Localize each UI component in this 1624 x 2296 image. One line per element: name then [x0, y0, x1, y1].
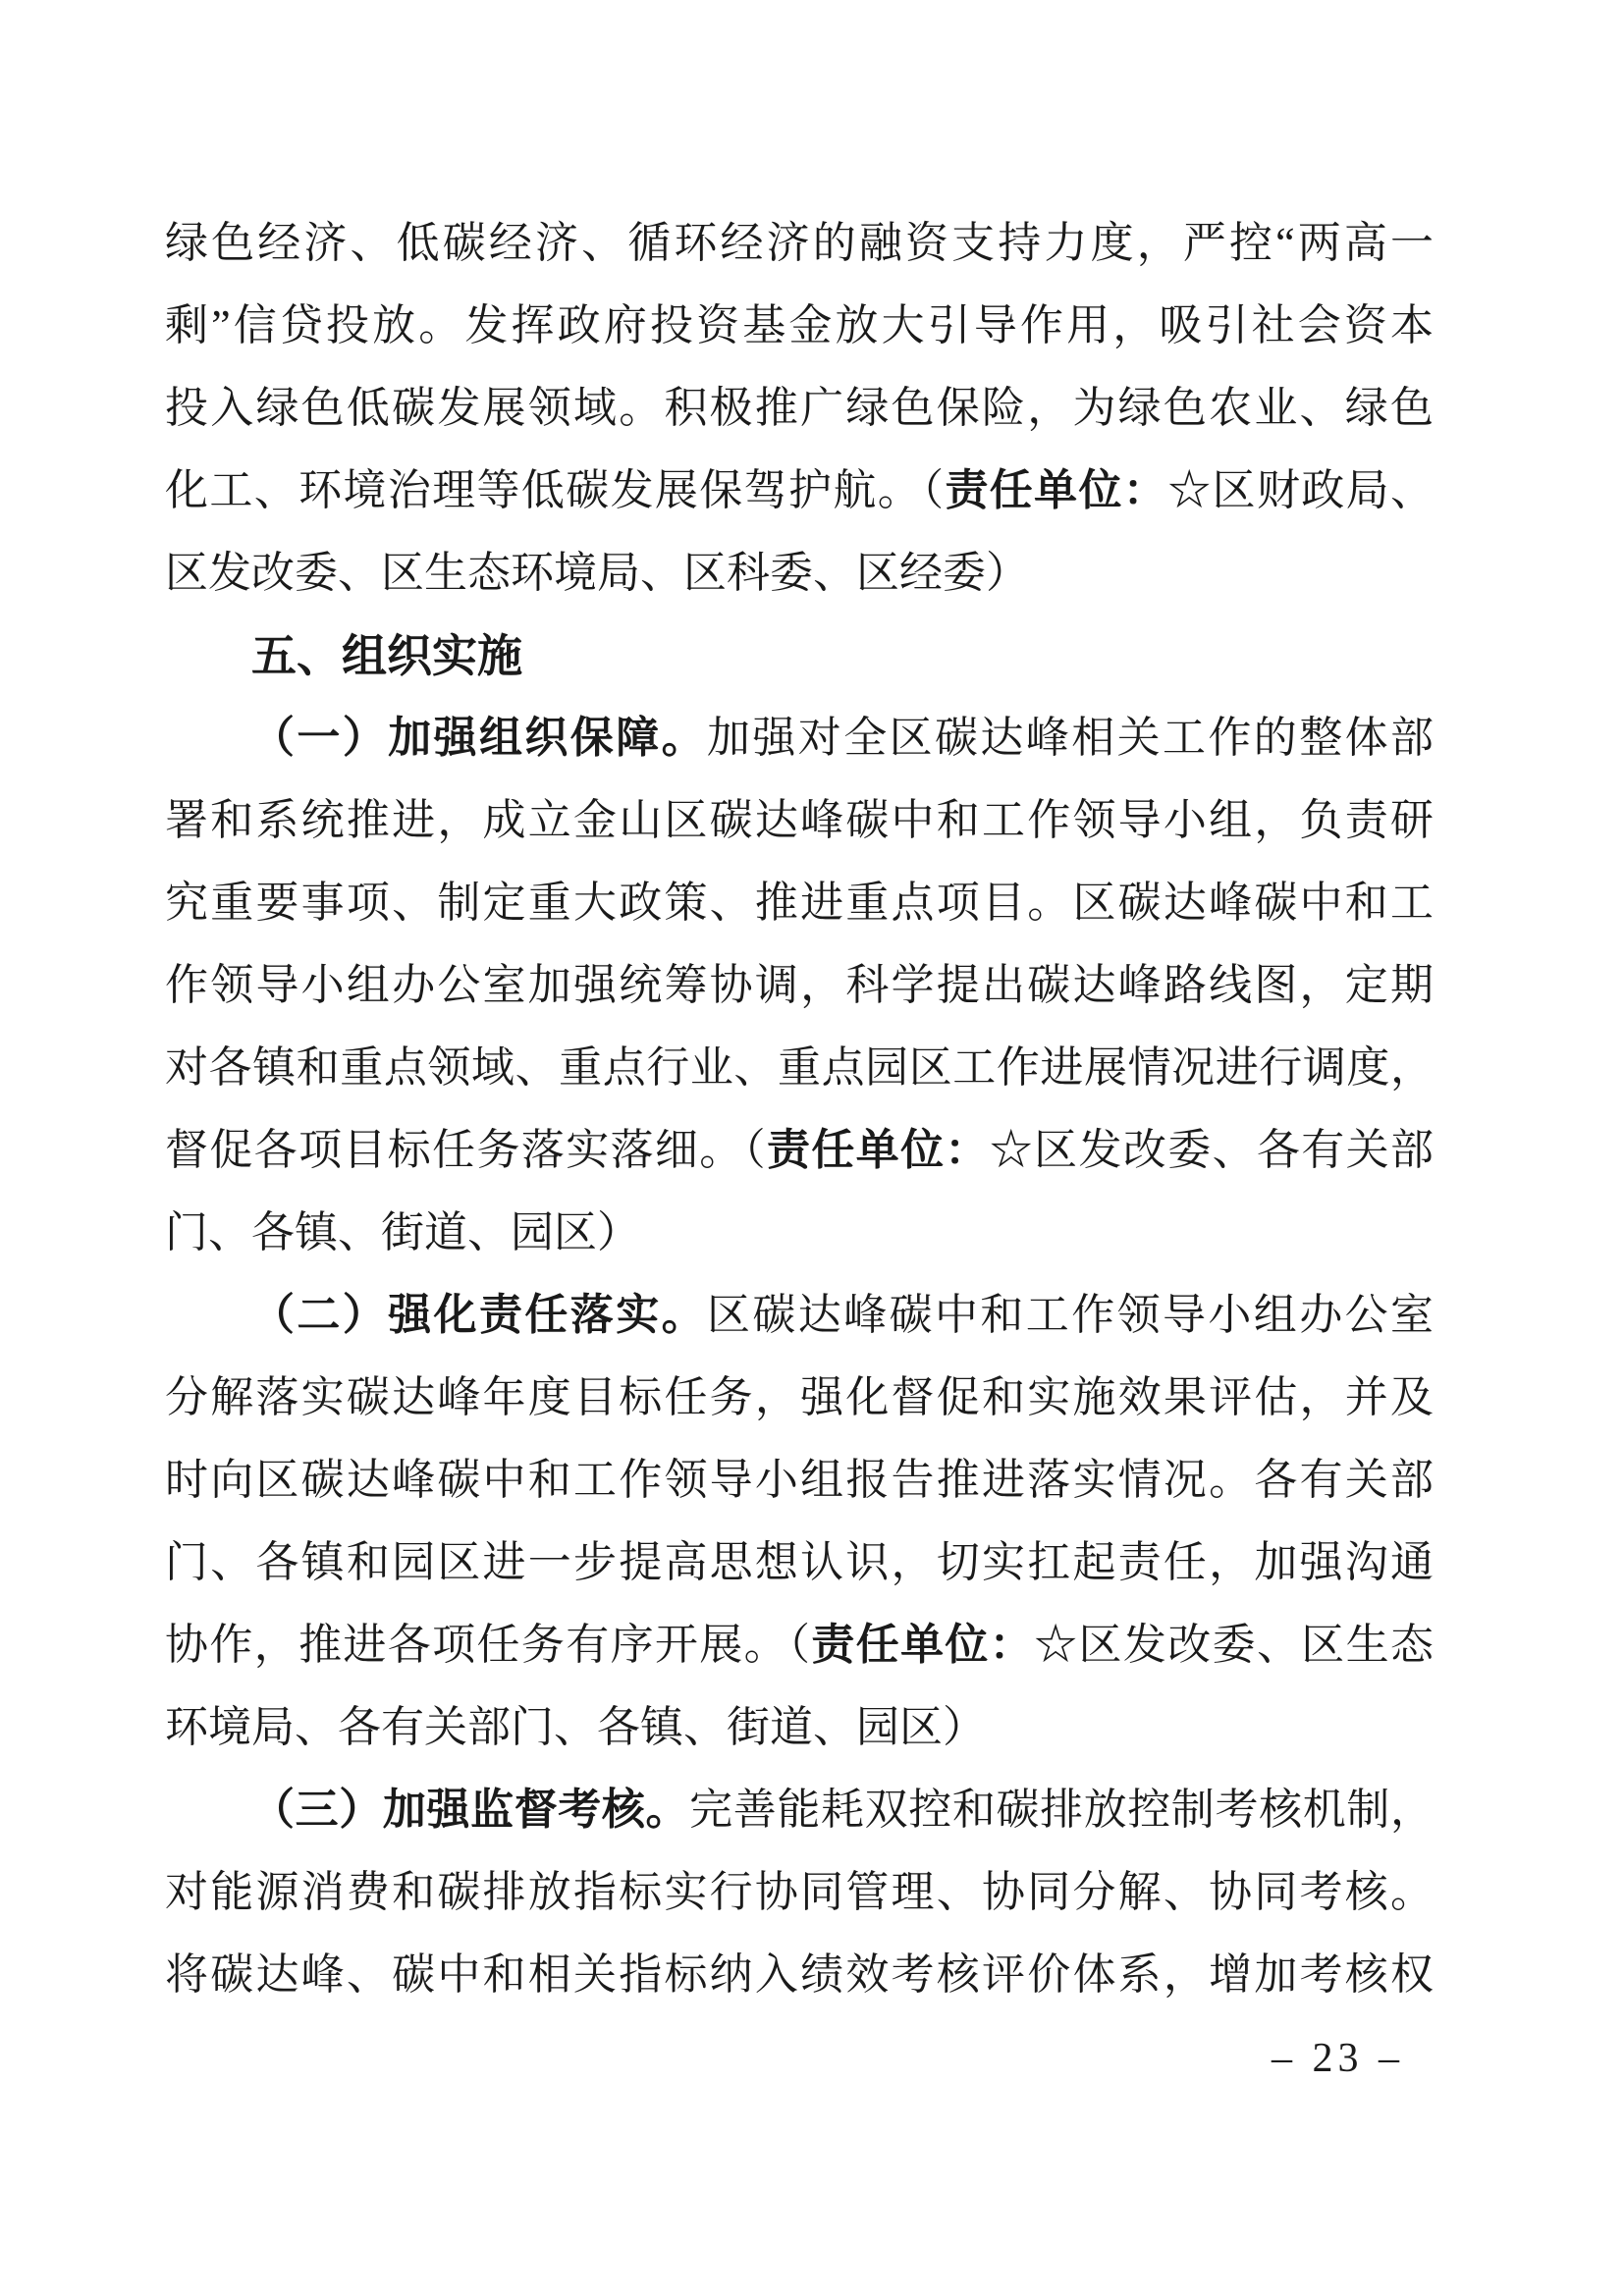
bold-text: 五、组织实施: [251, 630, 522, 681]
body-text: 对各镇和重点领域、重点行业、重点园区工作进展情况进行调度，: [165, 1043, 1434, 1092]
bold-text: 责任单位：: [945, 466, 1168, 514]
text-line: [165, 1604, 1434, 1686]
body-text: 将碳达峰、碳中和相关指标纳入绩效考核评价体系，增加考核权: [165, 1950, 1434, 1999]
text-line: [165, 532, 1434, 614]
text-line: [165, 1357, 1434, 1439]
body-text: 区碳达峰碳中和工作领导小组办公室: [707, 1291, 1434, 1339]
body-text: 协作，推进各项任务有序开展。（: [165, 1621, 812, 1669]
text-block: [165, 202, 1434, 2016]
text-line: [165, 1851, 1434, 1934]
text-line: [165, 285, 1434, 367]
body-text: 作领导小组办公室加强统筹协调，科学提出碳达峰路线图，定期: [165, 961, 1434, 1009]
body-text: 加强对全区碳达峰相关工作的整体部: [707, 714, 1434, 762]
body-text: ☆区发改委、区生态: [1034, 1621, 1435, 1669]
body-text: 投入绿色低碳发展领域。积极推广绿色保险，为绿色农业、绿色: [165, 384, 1434, 432]
body-text: 剩”信贷投放。发挥政府投资基金放大引导作用，吸引社会资本: [165, 301, 1434, 349]
text-line: [165, 944, 1434, 1027]
text-line: [165, 1686, 1434, 1769]
bold-text: （一）加强组织保障。: [251, 714, 707, 762]
text-line: [165, 862, 1434, 944]
body-text: 究重要事项、制定重大政策、推进重点项目。区碳达峰碳中和工: [165, 879, 1434, 927]
text-line: [165, 1027, 1434, 1109]
bold-text: 责任单位：: [767, 1126, 990, 1174]
text-line: [165, 1192, 1434, 1274]
page-number: – 23 –: [1272, 2036, 1404, 2081]
body-text: ☆区财政局、: [1167, 466, 1435, 514]
text-line: [165, 697, 1434, 779]
bold-text: 责任单位：: [811, 1621, 1035, 1669]
body-text: 门、各镇和园区进一步提高思想认识，切实扛起责任，加强沟通: [165, 1538, 1434, 1586]
text-line: [165, 1439, 1434, 1522]
text-line: [165, 1274, 1434, 1357]
body-text: 绿色经济、低碳经济、循环经济的融资支持力度，严控“两高一: [165, 219, 1434, 267]
body-text: 署和系统推进，成立金山区碳达峰碳中和工作领导小组，负责研: [165, 796, 1434, 844]
body-text: 督促各项目标任务落实落细。（: [165, 1126, 767, 1174]
text-line: [165, 367, 1434, 450]
body-text: 区发改委、区生态环境局、区科委、区经委）: [165, 549, 1029, 597]
bold-text: （三）加强监督考核。: [251, 1786, 690, 1834]
text-line: [165, 779, 1434, 862]
body-text: 时向区碳达峰碳中和工作领导小组报告推进落实情况。各有关部: [165, 1456, 1434, 1504]
body-text: ☆区发改委、各有关部: [989, 1126, 1435, 1174]
section-heading: [165, 614, 1434, 697]
text-line: [165, 450, 1434, 532]
bold-text: （二）强化责任落实。: [251, 1291, 707, 1339]
body-text: 分解落实碳达峰年度目标任务，强化督促和实施效果评估，并及: [165, 1373, 1434, 1421]
body-text: 完善能耗双控和碳排放控制考核机制，: [689, 1786, 1435, 1834]
text-line: [165, 1109, 1434, 1192]
text-line: [165, 1934, 1434, 2016]
body-text: 环境局、各有关部门、各镇、街道、园区）: [165, 1703, 986, 1751]
body-text: 化工、环境治理等低碳发展保驾护航。（: [165, 466, 946, 514]
text-line: [165, 1769, 1434, 1851]
body-text: 对能源消费和碳排放指标实行协同管理、协同分解、协同考核。: [165, 1868, 1434, 1916]
text-line: [165, 1522, 1434, 1604]
body-text: 门、各镇、街道、园区）: [165, 1208, 640, 1256]
text-line: [165, 202, 1434, 285]
